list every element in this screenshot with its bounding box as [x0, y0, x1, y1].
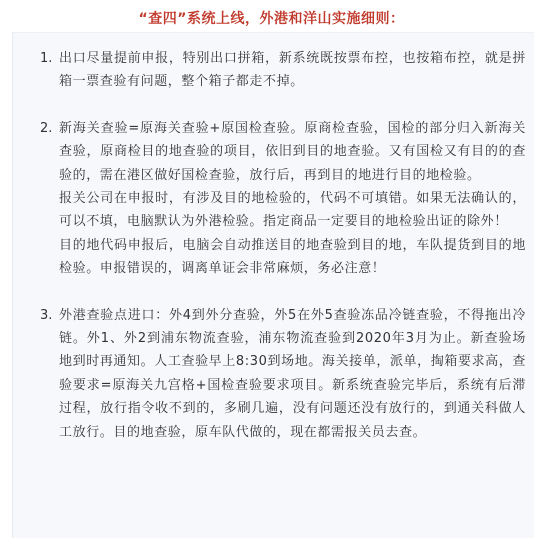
- item-paragraph: 出口尽量提前申报，特别出口拼箱，新系统既按票布控，也按箱布控，就是拼箱一票查验有问题，整个箱子都走不掉。: [59, 51, 526, 90]
- list-item: [40, 304, 526, 444]
- item-paragraph: 目的地代码申报后，电脑会自动推送目的地查验到目的地，车队提货到目的地检验。申报错误的，调离单证会非常麻烦，务必注意！: [59, 237, 526, 277]
- list-item: [40, 117, 526, 281]
- item-number: 1.: [40, 51, 53, 66]
- item-paragraph: 报关公司在申报时，有涉及目的地检验的，代码不可填错。如果无法确认的，可以不填，电脑默认为外港检验。指定商品一定要目的地检验出证的除外！: [59, 191, 526, 230]
- rules-list: [40, 47, 526, 467]
- item-paragraph: 外港查验点进口：外4到外分查验，外5在外5查验冻品冷链查验，不得拖出冷链。外1、外2到浦东物流查验，浦东物流查验到2020年3月为止。新查验场地到时再通知。人工查验早上8:30到场地。海关接单，派单，掏箱要求高，查验要求=原海关九宫格+国检查验要求项目。新系统查验完毕后，系统有后滞过程，放行指令收不到的，多刷几遍，没有问题还没有放行的，到通关科做人工放行。目的地查验，原车队代做的，现在都需报关员去查。: [59, 307, 526, 440]
- item-number: 3.: [40, 307, 53, 323]
- item-number: 2.: [40, 120, 53, 136]
- list-item: [40, 47, 526, 94]
- document-heading: “查四”系统上线，外港和洋山实施细则：: [138, 11, 405, 27]
- item-paragraph: 新海关查验=原海关查验+原国检查验。原商检查验，国检的部分归入新海关查验，原商检目的地查验的项目，依旧到目的地查验。又有国检又有目的的查验的，需在港区做好国检查验，放行后，再到目的地进行目的地检验。: [59, 120, 526, 183]
